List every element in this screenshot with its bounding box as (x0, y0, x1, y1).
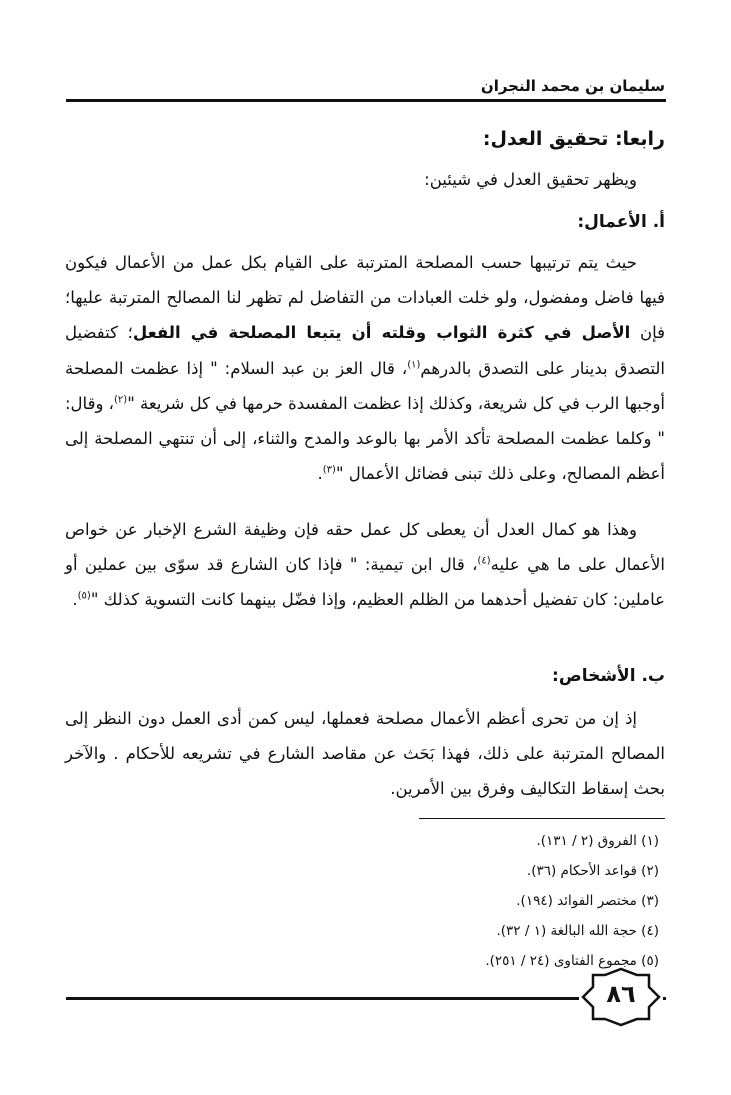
footnote-ref-2[interactable]: (٢) (114, 394, 128, 406)
footer-rule-right (663, 997, 666, 1000)
part-b-paragraph (65, 701, 665, 807)
footnote-1: (١) الفروق (٢ / ١٣١). (536, 833, 659, 849)
footnote-ref-3[interactable]: (٣) (322, 464, 336, 476)
footnote-2: (٢) قواعد الأحكام (٣٦). (526, 863, 659, 879)
paragraph: إذ إن من تحرى أعظم الأعمال مصلحة فعملها، ليس كمن أدى العمل دون النظر إلى المصالح المترتبة على ذلك، فهذا بَحَث عن مقاصد الشارع في تشريعه للأحكام . والآخر بحث إسقاط التكاليف وفرق بين الأمرين. (65, 709, 665, 799)
section-intro-block (65, 166, 665, 194)
text-run: . (72, 590, 78, 610)
section-title: رابعا: تحقيق العدل: (482, 128, 665, 150)
running-header-author: سليمان بن محمد النجران (480, 77, 665, 95)
part-a-heading-block (65, 212, 665, 232)
footnotes (159, 826, 659, 976)
part-a-paragraph-1 (65, 245, 665, 491)
text-run: حيث يتم ترتيبها حسب المصلحة المترتبة على القيام بكل عمل من الأعمال فيكون فيها فاضل ومفضول، ولو خلت العبادات من التفاضل لم تظهر لنا المصالح المترتبة عليها؛ فإن (65, 253, 665, 343)
footnote-ref-4[interactable]: (٤) (477, 555, 491, 567)
footnote-5: (٥) مجموع الفتاوى (٢٤ / ٢٥١). (485, 953, 659, 969)
paragraph (65, 245, 665, 491)
header-rule (66, 99, 666, 102)
footnote-ref-5[interactable]: (٥) (77, 590, 91, 602)
text-run: ؛ كتفضيل التصدق بدينار على التصدق بالدرهم (65, 323, 666, 378)
text-run: . (317, 464, 323, 484)
text-run: ، قال العز بن عبد السلام: " إذا عظمت المصلحة أوجبها الرب في كل شريعة، وكذلك إذا عظمت المفسدة حرمها في كل شريعة " (65, 358, 665, 413)
footer-rule-left (66, 997, 579, 1000)
text-run: وهذا هو كمال العدل أن يعطى كل عمل حقه فإن وظيفة الشرع الإخبار عن خواص الأعمال على ما هي عليه (65, 520, 666, 575)
page-number: ٨٦ (606, 980, 636, 1008)
text-run: ، وقال: " وكلما عظمت المصلحة تأكد الأمر بها بالوعد والمدح والثناء، إلى أن تنتهي المصلحة إلى أعظم المصالح، وعلى ذلك تبنى فضائل الأعمال " (65, 393, 665, 484)
section-intro: ويظهر تحقيق العدل في شيئين: (424, 170, 637, 189)
text-run: ، قال ابن تيمية: " فإذا كان الشارع قد سوّى بين عملين أو عاملين: كان تفضيل أحدهما من الظلم العظيم، وإذا فضّل بينهما كانت التسوية كذلك " (65, 555, 665, 610)
paragraph (65, 512, 665, 618)
part-b-heading-block (65, 666, 665, 686)
footnote-3: (٣) مختصر الفوائد (١٩٤). (516, 893, 659, 909)
section-heading-block (65, 128, 665, 150)
footnote-ref-1[interactable]: (١) (407, 359, 421, 371)
footnote-separator (419, 818, 665, 819)
bold-text-run: الأصل في كثرة الثواب وقلته أن يتبعا المصلحة في الفعل (132, 323, 631, 343)
part-a-title: أ. الأعمال: (577, 212, 665, 232)
footnote-4: (٤) حجة الله البالغة (١ / ٣٢). (496, 923, 659, 939)
part-a-paragraph-2 (65, 512, 665, 618)
part-b-title: ب. الأشخاص: (552, 666, 665, 686)
